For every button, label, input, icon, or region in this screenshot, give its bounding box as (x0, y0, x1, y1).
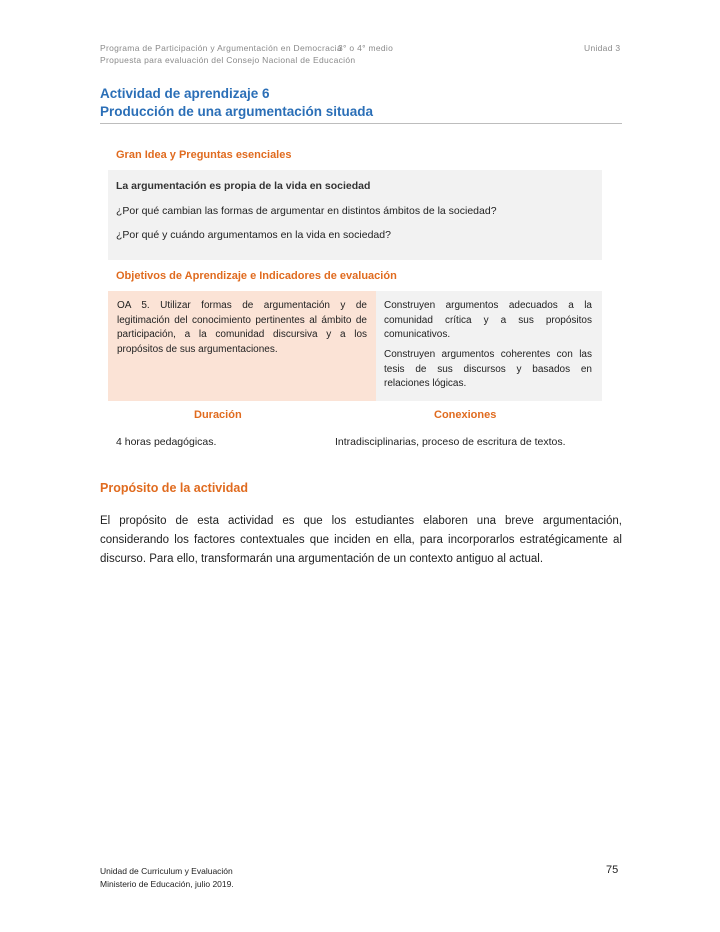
indicators-box (376, 291, 602, 401)
big-idea-heading: Gran Idea y Preguntas esenciales (116, 149, 292, 161)
activity-number-title: Actividad de aprendizaje 6 (100, 86, 270, 101)
indicator-2: Construyen argumentos coherentes con las tesis de sus discursos y basados en relaciones lógicas. (384, 349, 592, 389)
connections-heading: Conexiones (434, 409, 497, 421)
big-idea-statement: La argumentación es propia de la vida en sociedad (116, 180, 371, 192)
essential-question-1: ¿Por qué cambian las formas de argumentar en distintos ámbitos de la sociedad? (116, 205, 497, 217)
connections-value: Intradisciplinarias, proceso de escritura de textos. (335, 436, 566, 448)
purpose-text: El propósito de esta actividad es que los estudiantes elaboren una breve argumentación, considerando los factores contextuales que inciden en ella, para incorporarlos estratégicamente al discurso. Para ello, transformarán una argumentación de un contexto antiguo al actual. (100, 515, 622, 565)
activity-name: Producción de una argumentación situada (100, 104, 374, 119)
page-number: 75 (606, 864, 619, 876)
oa-text: OA 5. Utilizar formas de argumentación y de legitimación del conocimiento pertinentes al ámbito de participación, a la comunidad discursiva y a los propósitos de sus argumentaciones. (117, 300, 367, 355)
header-proposal: Propuesta para evaluación del Consejo Nacional de Educación (100, 55, 356, 65)
footer-ministry: Ministerio de Educación, julio 2019. (100, 879, 234, 889)
title-divider (100, 123, 622, 124)
purpose-heading: Propósito de la actividad (100, 481, 248, 495)
footer-unit: Unidad de Curriculum y Evaluación (100, 866, 233, 876)
header-grade: 3° o 4° medio (338, 43, 394, 53)
indicator-1: Construyen argumentos adecuados a la comunidad crítica y a sus propósitos comunicativos. (384, 300, 592, 340)
essential-question-2: ¿Por qué y cuándo argumentamos en la vida en sociedad? (116, 229, 391, 241)
big-idea-box (108, 170, 602, 260)
header-unit: Unidad 3 (584, 43, 621, 53)
header-program: Programa de Participación y Argumentación en Democracia (100, 43, 342, 53)
duration-value: 4 horas pedagógicas. (116, 436, 217, 448)
objectives-heading: Objetivos de Aprendizaje e Indicadores de evaluación (116, 270, 397, 282)
oa-box (108, 291, 376, 401)
duration-heading: Duración (194, 409, 242, 421)
